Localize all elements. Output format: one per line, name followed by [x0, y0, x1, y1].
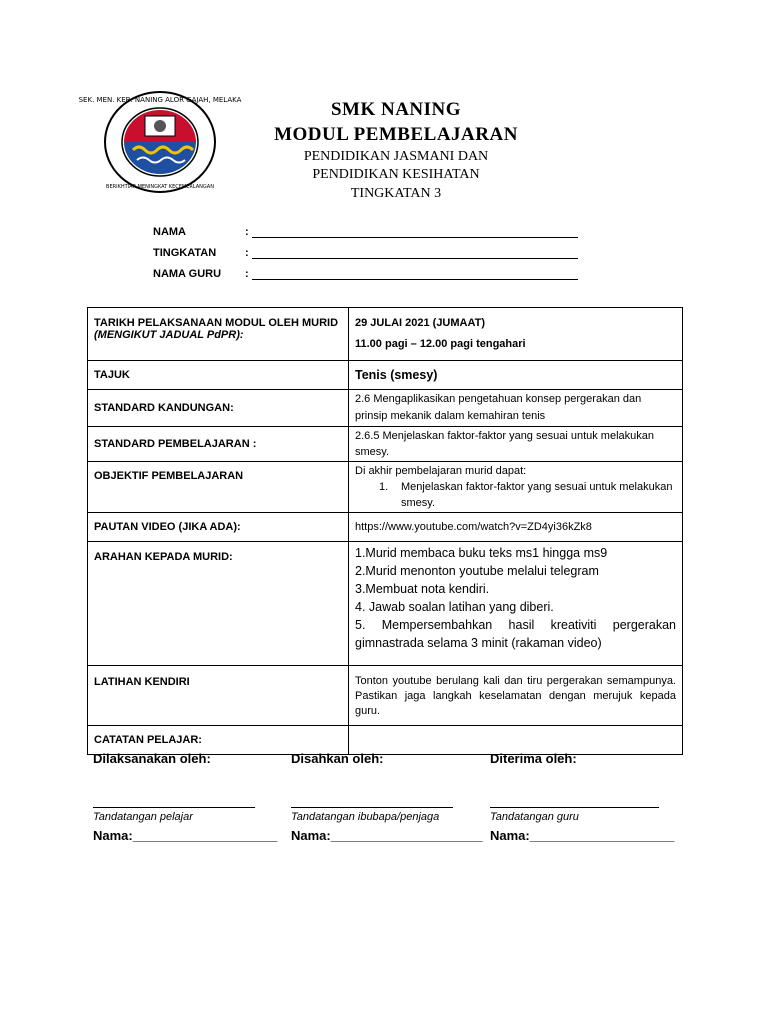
sig-heading-penjaga: Disahkan oleh:: [291, 751, 384, 766]
row-arahan: [88, 542, 683, 666]
date-value-cell: [349, 308, 683, 361]
obj-item: [355, 479, 676, 511]
logo-text: SEK. MEN. KEB. NANING ALOR GAJAH, MELAKA: [78, 96, 242, 104]
row-latihan: [88, 666, 683, 726]
latihan-value: Tonton youtube berulang kali dan tiru pergerakan semampunya. Pastikan jaga langkah keselamatan dengan merujuk kepada guru.: [349, 666, 683, 726]
date-label-sub: (MENGIKUT JADUAL PdPR):: [94, 329, 244, 341]
date-label: TARIKH PELAKSANAAN MODUL OLEH MURID: [94, 317, 339, 329]
school-logo: [78, 88, 242, 196]
row-standard-kandungan: [88, 390, 683, 427]
sp-value: 2.6.5 Menjelaskan faktor-faktor yang sesuai untuk melakukan smesy.: [349, 427, 683, 462]
colon: :: [245, 247, 249, 259]
form-level: TINGKATAN 3: [350, 186, 442, 201]
date-value: 29 JULAI 2021 (JUMAAT): [355, 317, 485, 329]
sig-line-pelajar[interactable]: [93, 806, 255, 808]
arahan-item: 2.Murid menonton youtube melalui telegram: [355, 564, 599, 578]
sig-name-penjaga[interactable]: Nama:_____________________: [291, 828, 483, 843]
obj-cell: [349, 462, 683, 513]
sig-line-penjaga[interactable]: [291, 806, 453, 808]
sig-caption-guru: Tandatangan guru: [490, 811, 579, 823]
sig-name-guru[interactable]: Nama:____________________: [490, 828, 675, 843]
obj-item-number: 1.: [379, 481, 389, 493]
sig-name-pelajar[interactable]: Nama:____________________: [93, 828, 278, 843]
subject-line-2: PENDIDIKAN KESIHATAN: [312, 167, 480, 182]
field-label-tingkatan: TINGKATAN: [153, 247, 217, 259]
row-video: [88, 513, 683, 542]
tajuk-value: Tenis (smesy): [349, 361, 683, 390]
time-value: 11.00 pagi – 12.00 pagi tengahari: [355, 338, 526, 350]
arahan-item: 1.Murid membaca buku teks ms1 hingga ms9: [355, 546, 608, 560]
sig-caption-pelajar: Tandatangan pelajar: [93, 811, 193, 823]
colon: :: [245, 268, 249, 280]
module-table: [87, 307, 683, 755]
module-title: MODUL PEMBELAJARAN: [274, 124, 518, 145]
field-tingkatan-input[interactable]: [245, 247, 578, 259]
field-label-nama-guru: NAMA GURU: [153, 268, 222, 280]
row-objektif: [88, 462, 683, 513]
tajuk-label: TAJUK: [88, 361, 349, 390]
obj-item-text: Menjelaskan faktor-faktor yang sesuai untuk melakukan smesy.: [401, 481, 673, 509]
field-nama-guru-input[interactable]: [245, 268, 578, 280]
video-link[interactable]: https://www.youtube.com/watch?v=ZD4yi36kZk8: [349, 513, 683, 542]
sk-value: 2.6 Mengaplikasikan pengetahuan konsep pergerakan dan prinsip mekanik dalam kemahiran tenis: [349, 390, 683, 427]
subject-line-1: PENDIDIKAN JASMANI DAN: [303, 149, 489, 164]
arahan-item: 3.Membuat nota kendiri.: [355, 582, 490, 596]
sig-caption-penjaga: Tandatangan ibubapa/penjaga: [291, 811, 440, 823]
row-tajuk: [88, 361, 683, 390]
obj-label: OBJEKTIF PEMBELAJARAN: [88, 462, 349, 513]
sig-heading-guru: Diterima oleh:: [490, 751, 577, 766]
field-label-nama: NAMA: [153, 226, 186, 238]
obj-intro: Di akhir pembelajaran murid dapat:: [355, 465, 527, 477]
arahan-item: 4. Jawab soalan latihan yang diberi.: [355, 600, 554, 614]
arahan-list: [349, 542, 683, 666]
sig-heading-pelajar: Dilaksanakan oleh:: [93, 751, 211, 766]
arahan-label: ARAHAN KEPADA MURID:: [88, 542, 349, 666]
field-nama-input[interactable]: [245, 226, 578, 238]
colon: :: [245, 226, 249, 238]
latihan-label: LATIHAN KENDIRI: [88, 666, 349, 726]
sp-label: STANDARD PEMBELAJARAN :: [88, 427, 349, 462]
date-label-cell: [88, 308, 349, 361]
sig-line-guru[interactable]: [490, 806, 659, 808]
school-name: SMK NANING: [330, 99, 462, 120]
logo-motto: BERIKHTIAR MENINGKAT KECEMERLANGAN: [106, 184, 214, 190]
row-date: [88, 308, 683, 361]
video-label: PAUTAN VIDEO (JIKA ADA):: [88, 513, 349, 542]
row-standard-pembelajaran: [88, 427, 683, 462]
sk-label: STANDARD KANDUNGAN:: [88, 390, 349, 427]
catatan-label: CATATAN PELAJAR:: [88, 726, 349, 755]
arahan-item: 5. Mempersembahkan hasil kreativiti pergerakan gimnastrada selama 3 minit (rakaman video): [355, 618, 676, 650]
